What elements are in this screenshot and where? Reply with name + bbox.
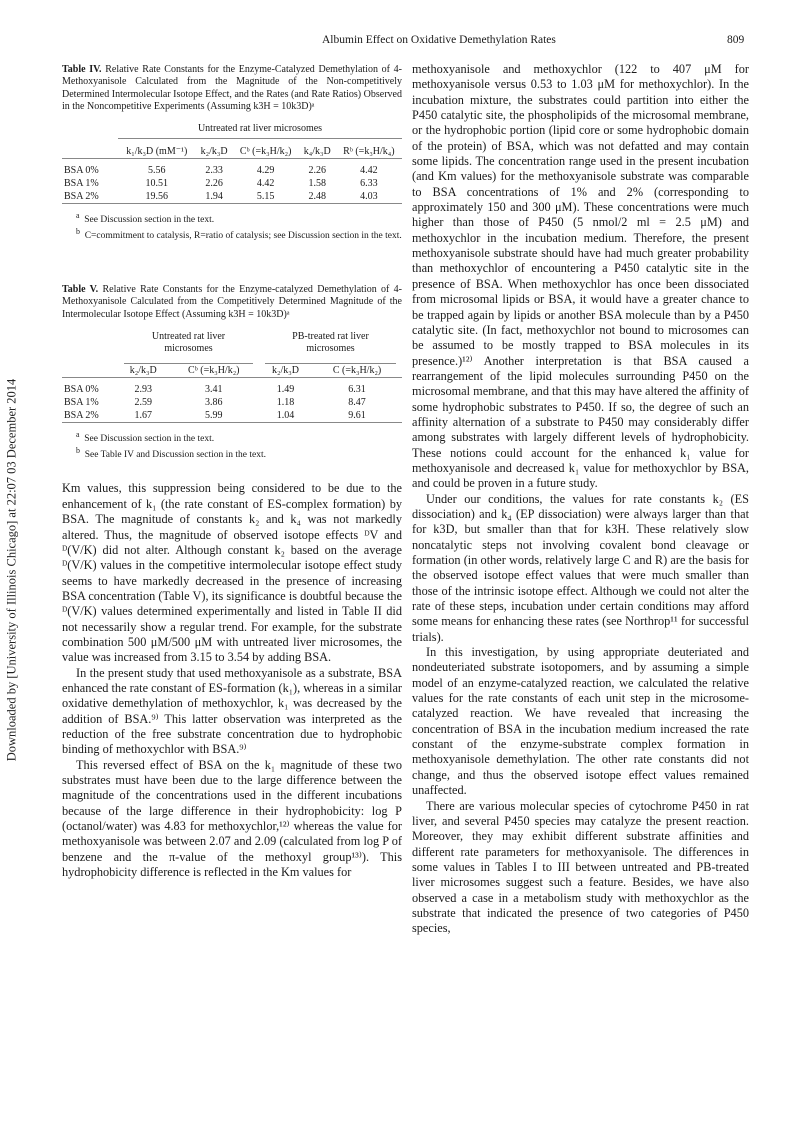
table-iv-col-header: Rᵇ (=k₃H/k₄) — [343, 145, 395, 157]
table-cell: 3.41 — [204, 384, 223, 396]
table-cell: 2.26 — [205, 177, 223, 189]
table-cell: 9.61 — [348, 410, 366, 422]
table-row — [62, 409, 402, 423]
table-iv-label: Table IV. — [62, 64, 102, 75]
row-label: BSA 1% — [64, 397, 99, 409]
table-iv-grid — [62, 122, 402, 210]
table-cell: 5.99 — [204, 410, 223, 422]
table-iv-header-row — [62, 145, 402, 159]
running-head: Albumin Effect on Oxidative Demethylation Rates — [322, 34, 556, 46]
table-cell: 19.56 — [145, 190, 169, 202]
table-row — [62, 383, 402, 396]
table-cell: 1.94 — [205, 190, 223, 202]
table-v-col-header: k₂/k₃D — [129, 365, 157, 377]
table-cell: 6.33 — [360, 177, 378, 189]
table-v — [62, 284, 402, 462]
footnote: $^b$ C=commitment to catalysis, R=ratio of catalysis; see Discussion section in the text. — [76, 226, 402, 241]
table-v-col-header: Cᵇ (=k₃H/k₂) — [187, 365, 240, 377]
table-cell: 2.93 — [134, 384, 152, 396]
table-iv-group-header: Untreated rat liver microsomes — [197, 122, 323, 134]
table-row — [62, 177, 402, 190]
download-notice: Downloaded by [University of Illinois Chicago] at 22:07 03 December 2014 — [4, 378, 19, 762]
body-paragraph: This reversed effect of BSA on the k₁ magnitude of these two substrates must have been due to the large difference between the magnitude of the concentrations used in the different incubations because of the large difference in their hydrophobicity: log P (octanol/water) was 4.83 for methoxychlor,¹²⁾ whereas the value for methoxyanisole was between 2.07 and 2.09 (calculated from log P of benzene and the π-value of the methoxyl group¹³⁾). This hydrophobicity difference is reflected in the Km values for — [62, 757, 402, 880]
table-cell: 3.86 — [204, 397, 223, 409]
body-paragraph: methoxyanisole and methoxychlor (122 to 407 μM for methoxyanisole versus 0.53 to 1.03 μM for methoxychlor). In the incubation mixture, the substrates could partition into either the P450 catalytic site, the phospholipids of the microsomal membrane, or the hydrophobic portion (lipid core or some hydrophobic domain of the protein) of BSA, which was not defatted and may contain some lipids. The concentration range used in the present incubation (and Km values) for the methoxyanisole substrate was comparable to BSA concentrations of 1% and 2% (corresponding to approximately 150 and 300 μM). These concentrations were much higher than those of P450 (5 nmol/2 ml = 2.5 μM) and methoxychlor in the incubation medium. Therefore, the present methoxyanisole substrate should have had much greater probability than methoxychlor of encountering a P450 catalytic site in the presence of BSA. When methoxychlor has once been dissociated from microsomal lipids or BSA, it would have a greater chance to be trapped again by lipids or another BSA molecule than by a P450 catalytic site. (In fact, methoxychlor not bound to microsomes can be assumed to be mostly trapped to BSA molecules in its presence.)¹²⁾ Another interpretation is that BSA caused a rearrangement of the lipid molecules surrounding P450 on the microsomal membrane, and that this may have altered the affinity of some hydrophobic substrates to P450. If so, the degree of such an affinity alternation of a substrate to P450 may considerably differ among substrates with largely different levels of hydrophobicity. These notions could account for the enhanced k₁ value for methoxyanisole and decreased k₁ value for methoxychlor by BSA, and could be proven in a future study. — [412, 62, 749, 491]
table-v-header-row — [62, 364, 402, 378]
table-cell: 1.18 — [276, 397, 295, 409]
table-cell: 4.42 — [360, 164, 378, 176]
row-label: BSA 1% — [64, 177, 99, 189]
footnote: $^b$ See Table IV and Discussion section in the text. — [76, 446, 267, 461]
row-label: BSA 0% — [64, 384, 99, 396]
table-iv-col-header: k₄/k₃D — [303, 145, 331, 157]
row-label: BSA 2% — [64, 190, 99, 202]
left-column — [62, 64, 402, 880]
body-paragraph: Under our conditions, the values for rate constants k₂ (ES dissociation) and k₄ (EP dissociation) were always larger than that for k3D, but smaller than that for k3H. These relatively slow noncatalytic steps not involving covalent bond cleavage or formation (in other words, relatively large C and R) are the basis for the observed isotope effect values that were much smaller than those of the intrinsic isotope effect. Although we could not alter the rate of these steps, incubation under certain conditions may afford some means for enhancing these rates (see Northrop¹¹ for successful trials). — [412, 491, 749, 644]
table-v-caption-text: Relative Rate Constants for the Enzyme-catalyzed Demethylation of 4-Methoxyanisole Calculated from the Competitively Determined Magnitude of the Intermolecular Isotope Effect (Assuming k3H = 10k3D)ᵃ — [62, 283, 403, 320]
table-v-label: Table V. — [62, 283, 99, 295]
table-v-col-header: k₂/k₃D — [272, 365, 300, 377]
table-cell: 1.58 — [308, 177, 326, 189]
table-row — [62, 190, 402, 204]
body-paragraph: In the present study that used methoxyanisole as a substrate, BSA enhanced the rate constant of ES-formation (k₁), whereas in a similar oxidative demethylation of methoxychlor, k₁ was decreased by the addition of BSA.⁹⁾ This latter observation was interpreted as the reduction of the free substrate concentration due to hydrophobic binding of methoxychlor with BSA.⁹⁾ — [62, 665, 402, 757]
body-paragraph: Km values, this suppression being considered to be due to the enhancement of k₁ (the rate constant of ES-complex formation) by BSA. The magnitude of constants k₂ and k₄ was not markedly altered. Thus, the magnitude of observed isotope effects ᴰV and ᴰ(V/K) did not alter. Although constant k₂ based on the average ᴰ(V/K) values in the competitive intermolecular isotope effect study seems to have markedly decreased in the presence of increasing BSA concentration (Table V), its significance is doubtful because the ᴰ(V/K) values determined experimentally and listed in Table II did not necessarily show a regular trend. For example, for the substrate combination 500 μM/500 μM with untreated liver microsomes, the value was increased from 3.15 to 3.54 by adding BSA. — [62, 481, 402, 665]
table-cell: 2.48 — [308, 190, 326, 202]
table-cell: 6.31 — [348, 384, 366, 396]
table-cell: 4.42 — [256, 177, 275, 189]
table-cell: 5.15 — [256, 190, 275, 202]
right-column — [412, 62, 749, 937]
table-iv-caption-text: Relative Rate Constants for the Enzyme-Catalyzed Demethylation of 4-Methoxyanisole Calculated from the Magnitude of the Non-competitively Determined Intermolecular Isotope Effect, and the Rates (and Rate Ratios) Observed in the Noncompetitive Experiments (Assuming k3H = 10k3D)ᵃ — [62, 64, 402, 113]
body-paragraph: There are various molecular species of cytochrome P450 in rat liver, and several P450 species may catalyze the present reaction. Moreover, they may exhibit different substrate affinities and different rate parameters for methoxyanisole. The differences in some values in Tables I to III between untreated and PB-treated liver microsomes suggest such a feature. Besides, we have also observed a case in a metabolism study with methoxychlor as the substrate that indicated the presence of two categories of P450 species, — [412, 798, 749, 936]
row-label: BSA 0% — [64, 164, 99, 176]
table-cell: 2.26 — [308, 164, 326, 176]
table-row — [62, 164, 402, 177]
body-paragraph: In this investigation, by using appropriate deuteriated and nondeuteriated substrate isotopomers, and by assuming a simple model of an enzyme-catalyzed reaction, we calculated the relative values for the rate constants of each unit step in the microsome-catalyzed reaction. We have revealed that increasing the concentration of BSA in the incubation medium increased the rate constant of the enzyme-substrate complex formation in methoxyanisole demethylation. The other rate constants did not change, and thus the observed isotope effect values remained unaffected. — [412, 645, 749, 798]
table-v-grid — [62, 331, 402, 429]
page-number: 809 — [727, 34, 745, 46]
table-iv-col-header: Cᵇ (=k₃H/k₂) — [239, 145, 292, 157]
table-cell: 10.51 — [145, 177, 169, 189]
table-iv-col-header: k₁/k₃D (mM⁻¹) — [126, 145, 188, 157]
footnote: $^a$ See Discussion section in the text. — [76, 430, 215, 445]
table-v-group-header: PB-treated rat liver microsomes — [292, 331, 369, 355]
table-cell: 1.04 — [276, 410, 295, 422]
table-cell: 2.33 — [205, 164, 223, 176]
table-cell: 4.29 — [256, 164, 275, 176]
table-iv — [62, 64, 402, 242]
table-v-caption — [62, 284, 402, 321]
table-iv-caption — [62, 64, 402, 114]
download-watermark — [3, 170, 21, 970]
table-cell: 1.49 — [276, 384, 295, 396]
table-cell: 5.56 — [148, 164, 166, 176]
table-v-col-header: C (=k₃H/k₂) — [332, 365, 382, 377]
table-cell: 4.03 — [360, 190, 378, 202]
table-cell: 8.47 — [348, 397, 366, 409]
table-row — [62, 396, 402, 409]
table-cell: 1.67 — [134, 410, 152, 422]
table-v-group-header: Untreated rat liver microsomes — [151, 331, 226, 355]
row-label: BSA 2% — [64, 410, 99, 422]
footnote: $^a$ See Discussion section in the text. — [76, 210, 215, 225]
table-iv-col-header: k₂/k₃D — [200, 145, 228, 157]
table-cell: 2.59 — [134, 397, 152, 409]
